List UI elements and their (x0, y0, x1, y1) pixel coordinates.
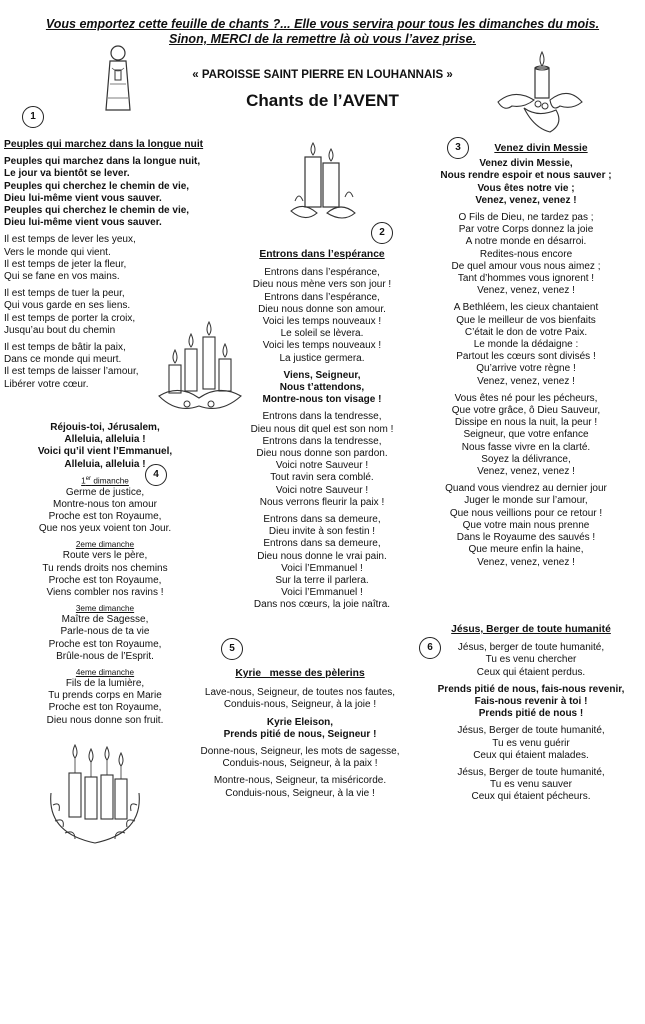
song-3-title: Venez divin Messie (494, 143, 588, 154)
lyric-line: Il est temps de lever les yeux, (4, 234, 136, 246)
lyric-line: Montre-nous ton amour (53, 498, 157, 510)
song-4 (0, 422, 210, 727)
lyric-line: Dieu nous donne son fruit. (46, 714, 164, 726)
lyric-line: Entrons dans sa demeure, (263, 514, 381, 526)
lyric-line: De quel amour vous nous aimez ; (451, 260, 601, 272)
lyric-line: Entrons dans la tendresse, (262, 435, 382, 447)
song-number-4: 4 (145, 464, 167, 486)
song-2 (222, 249, 422, 612)
lyric-line: Soyez la délivrance, (481, 453, 571, 465)
sunday-label-3: 3eme dimanche (75, 604, 135, 614)
lyric-line: Peuples qui cherchez le chemin de vie, (4, 205, 190, 217)
lyric-line: Kyrie Eleison, (266, 716, 334, 728)
lyric-line: Vous êtes né pour les pécheurs, (454, 392, 598, 404)
lyric-line: Jusqu’au bout du chemin (4, 324, 116, 336)
lyric-line: Lave-nous, Seigneur, de toutes nos fautes, (204, 687, 396, 699)
song-3 (410, 143, 642, 569)
lyric-line: Dans le Royaume des sauvés ! (456, 532, 596, 544)
lyric-line: Entrons dans l’espérance, (264, 267, 380, 279)
lyric-line: Proche est ton Royaume, (48, 702, 162, 714)
sunday-label-4: 4eme dimanche (75, 667, 135, 677)
lyric-line: Il est temps de porter la croix, (4, 312, 136, 324)
lyric-line: Venez, venez, venez ! (477, 556, 575, 568)
lyric-line: Entrons dans la tendresse, (262, 411, 382, 423)
lyric-line: Conduis-nous, Seigneur, à la paix ! (222, 758, 378, 770)
song-1-refrain (4, 156, 244, 229)
lyric-line: Dans ce monde qui meurt. (4, 354, 122, 366)
lyric-line: Germe de justice, (65, 486, 145, 498)
lyric-line: Tout ravin sera comblé. (270, 472, 374, 484)
song-5-title: Kyrie messe des pèlerins (235, 668, 365, 679)
song-6-refrain (420, 684, 642, 721)
lyric-line: Jésus, Berger de toute humanité, (457, 725, 605, 737)
song-1-verse-3 (4, 342, 244, 391)
lyric-line: Redites-nous encore (479, 248, 573, 260)
lyric-line: Que nous veillions pour ce retour ! (449, 507, 603, 519)
lyric-line: Prends pitié de nous ! (478, 708, 584, 720)
lyric-line: Fais-nous revenir à toi ! (474, 696, 588, 708)
lyric-line: Il est temps de jeter la fleur, (4, 258, 127, 270)
lyric-line: Dissipe en nous la nuit, la peur ! (454, 417, 598, 429)
lyric-line: Juger le monde sur l’amour, (464, 495, 588, 507)
song-number-6: 6 (419, 637, 441, 659)
lyric-line: Voici l’Emmanuel ! (281, 562, 363, 574)
lyric-line: Venez, venez, venez ! (475, 194, 577, 206)
lyric-line: Jésus, Berger de toute humanité, (457, 767, 605, 779)
song-2-refrain (222, 370, 422, 407)
lyric-line: Dieu invite à son festin ! (268, 526, 376, 538)
lyric-line: Route vers le père, (62, 550, 148, 562)
lyric-line: Libérer votre cœur. (4, 378, 89, 390)
lyric-line: Fils de la lumière, (65, 677, 145, 689)
lyric-line: Parle-nous de ta vie (60, 626, 150, 638)
lyric-line: Que votre main nous prenne (462, 519, 590, 531)
sunday-label-1: 1er dimanche (81, 475, 129, 486)
lyric-line: Alleluia, alleluia ! (64, 458, 146, 470)
lyric-line: Le monde la dédaigne : (473, 339, 579, 351)
lyric-line: Voici notre Sauveur ! (275, 484, 369, 496)
lyric-line: Alleluia, alleluia ! (64, 434, 146, 446)
lyric-line: Ceux qui étaient perdus. (476, 666, 586, 678)
song-number-5: 5 (221, 638, 243, 660)
lyric-line: Nous rendre espoir et nous sauver ; (440, 170, 612, 182)
lyric-line: Le jour va bientôt se lever. (4, 168, 130, 180)
song-6-title: Jésus, Berger de toute humanité (451, 624, 611, 635)
lyric-line: Tant d’hommes vous ignorent ! (457, 273, 595, 285)
song-2-title: Entrons dans l’espérance (259, 249, 385, 260)
lyric-line: Jésus, berger de toute humanité, (457, 642, 605, 654)
lyric-line: Qu’arrive votre règne ! (476, 363, 576, 375)
lyric-line: Nous t’attendons, (279, 382, 365, 394)
song-number-2: 2 (371, 222, 393, 244)
saint-peter-figure (98, 44, 138, 112)
song-1 (4, 139, 244, 391)
lyric-line: Ceux qui étaient pécheurs. (471, 791, 591, 803)
lyric-line: La justice germera. (279, 352, 365, 364)
lyric-line: Donne-nous, Seigneur, les mots de sagesse, (200, 746, 400, 758)
lyric-line: O Fils de Dieu, ne tardez pas ; (458, 212, 594, 224)
lyric-line: Que votre grâce, ô Dieu Sauveur, (451, 405, 601, 417)
lyric-line: Dieu lui-même vient vous sauver. (4, 192, 162, 204)
lyric-line: Par votre Corps donnez la joie (458, 224, 594, 236)
lyric-line: Peuples qui marchez dans la longue nuit, (4, 156, 201, 168)
lyric-line: C’était le don de votre Paix. (464, 326, 588, 338)
lyric-line: Maître de Sagesse, (61, 614, 149, 626)
lyric-line: Qui se fane en vos mains. (4, 271, 120, 283)
lyric-line: Voici notre Sauveur ! (275, 460, 369, 472)
lyric-line: Qui vous garde en ses liens. (4, 300, 131, 312)
lyric-line: Venez, venez, venez ! (477, 466, 575, 478)
page-title: Chants de l’AVENT (246, 91, 399, 110)
lyric-line: Prends pitié de nous, fais-nous revenir, (437, 683, 625, 695)
header-line-2: Sinon, MERCI de la remettre là où vous l’avez prise. (168, 32, 477, 46)
song-5 (180, 668, 420, 800)
lyric-line: Tu rends droits nos chemins (42, 562, 168, 574)
lyric-line: Tu es venu guérir (492, 737, 570, 749)
lyric-line: Montre-nous, Seigneur, ta miséricorde. (213, 775, 387, 787)
lyric-line: Conduis-nous, Seigneur, à la vie ! (225, 787, 375, 799)
lyric-line: Voici les temps nouveaux ! (262, 316, 382, 328)
song-number-1: 1 (22, 106, 44, 128)
lyric-line: Tu es venu sauver (490, 779, 572, 791)
lyric-line: Dieu nous donne le vrai pain. (257, 550, 387, 562)
lyric-line: Tu es venu chercher (485, 654, 577, 666)
lyric-line: Vers le monde qui vient. (4, 246, 111, 258)
lyric-line: Voici les temps nouveaux ! (262, 340, 382, 352)
two-candles-holly (289, 141, 357, 226)
lyric-line: Tu prends corps en Marie (48, 690, 162, 702)
song-3-refrain (410, 158, 642, 207)
lyric-line: Que le meilleur de vos bienfaits (456, 314, 596, 326)
lyric-line: Partout les cœurs sont divisés ! (456, 351, 596, 363)
lyric-line: Proche est ton Royaume, (48, 510, 162, 522)
song-1-verse-1 (4, 234, 244, 283)
lyric-line: Dieu nous dit quel est son nom ! (250, 423, 394, 435)
lyric-line: Venez, venez, venez ! (477, 375, 575, 387)
lyric-line: Voici qu’il vient l’Emmanuel, (37, 446, 173, 458)
lyric-line: Montre-nous ton visage ! (262, 394, 382, 406)
lyric-line: Sur la terre il parlera. (275, 575, 369, 587)
lyric-line: Seigneur, que votre enfance (463, 429, 589, 441)
lyric-line: Ceux qui étaient malades. (473, 749, 589, 761)
lyric-line: A Bethléem, les cieux chantaient (453, 302, 599, 314)
lyric-line: Conduis-nous, Seigneur, à la joie ! (223, 699, 377, 711)
song-6 (420, 624, 642, 804)
song-5-refrain (180, 717, 420, 741)
lyric-line: Dieu nous mène vers son jour ! (252, 279, 392, 291)
lyric-line: Le soleil se lèvera. (280, 328, 364, 340)
lyric-line: Prends pitié de nous, Seigneur ! (223, 728, 377, 740)
lyric-line: A notre monde en désarroi. (465, 236, 587, 248)
lyric-line: Venez, venez, venez ! (477, 285, 575, 297)
song-4-refrain (0, 422, 210, 471)
lyric-line: Réjouis-toi, Jérusalem, (50, 422, 160, 433)
lyric-line: Que meure enfin la haine, (468, 544, 584, 556)
lyric-line: Brûle-nous de l’Esprit. (56, 650, 154, 662)
lyric-line: Dieu lui-même vient vous sauver. (4, 217, 162, 229)
lyric-line: Que nos yeux voient ton Jour. (38, 523, 172, 535)
advent-wreath-bottom (45, 743, 145, 848)
parish-name: « PAROISSE SAINT PIERRE EN LOUHANNAIS » (192, 69, 453, 81)
lyric-line: Il est temps de laisser l’amour, (4, 366, 139, 378)
lyric-line: Il est temps de tuer la peur, (4, 288, 125, 300)
candle-holly-top-right (494, 48, 586, 136)
lyric-line: Proche est ton Royaume, (48, 638, 162, 650)
lyric-line: Quand vous viendrez au dernier jour (445, 483, 607, 495)
lyric-line: Viens, Seigneur, (283, 369, 361, 381)
lyric-line: Entrons dans l’espérance, (264, 291, 380, 303)
lyric-line: Proche est ton Royaume, (48, 574, 162, 586)
lyric-line: Dieu nous donne son pardon. (256, 448, 388, 460)
lyric-line: Il est temps de bâtir la paix, (4, 342, 126, 354)
lyric-line: Venez divin Messie, (479, 158, 573, 170)
lyric-line: Vous êtes notre vie ; (477, 182, 575, 194)
header-line-1: Vous emportez cette feuille de chants ?... Elle vous servira pour tous les dimanches du mois. (45, 17, 600, 31)
song-number-3: 3 (447, 137, 469, 159)
lyric-line: Peuples qui cherchez le chemin de vie, (4, 180, 190, 192)
lyric-line: Entrons dans sa demeure, (263, 538, 381, 550)
song-1-title: Peuples qui marchez dans la longue nuit (4, 139, 204, 150)
song-1-verse-2 (4, 288, 244, 337)
lyric-line: Nous fasse vivre en la clarté. (461, 441, 591, 453)
sunday-label-2: 2eme dimanche (75, 540, 135, 550)
lyric-line: Viens combler nos ravins ! (46, 586, 164, 598)
lyric-line: Voici l’Emmanuel ! (281, 587, 363, 599)
lyric-line: Dieu nous donne son amour. (258, 303, 386, 315)
lyric-line: Nous verrons fleurir la paix ! (259, 496, 385, 508)
lyric-line: Dans nos cœurs, la joie naîtra. (253, 599, 391, 611)
